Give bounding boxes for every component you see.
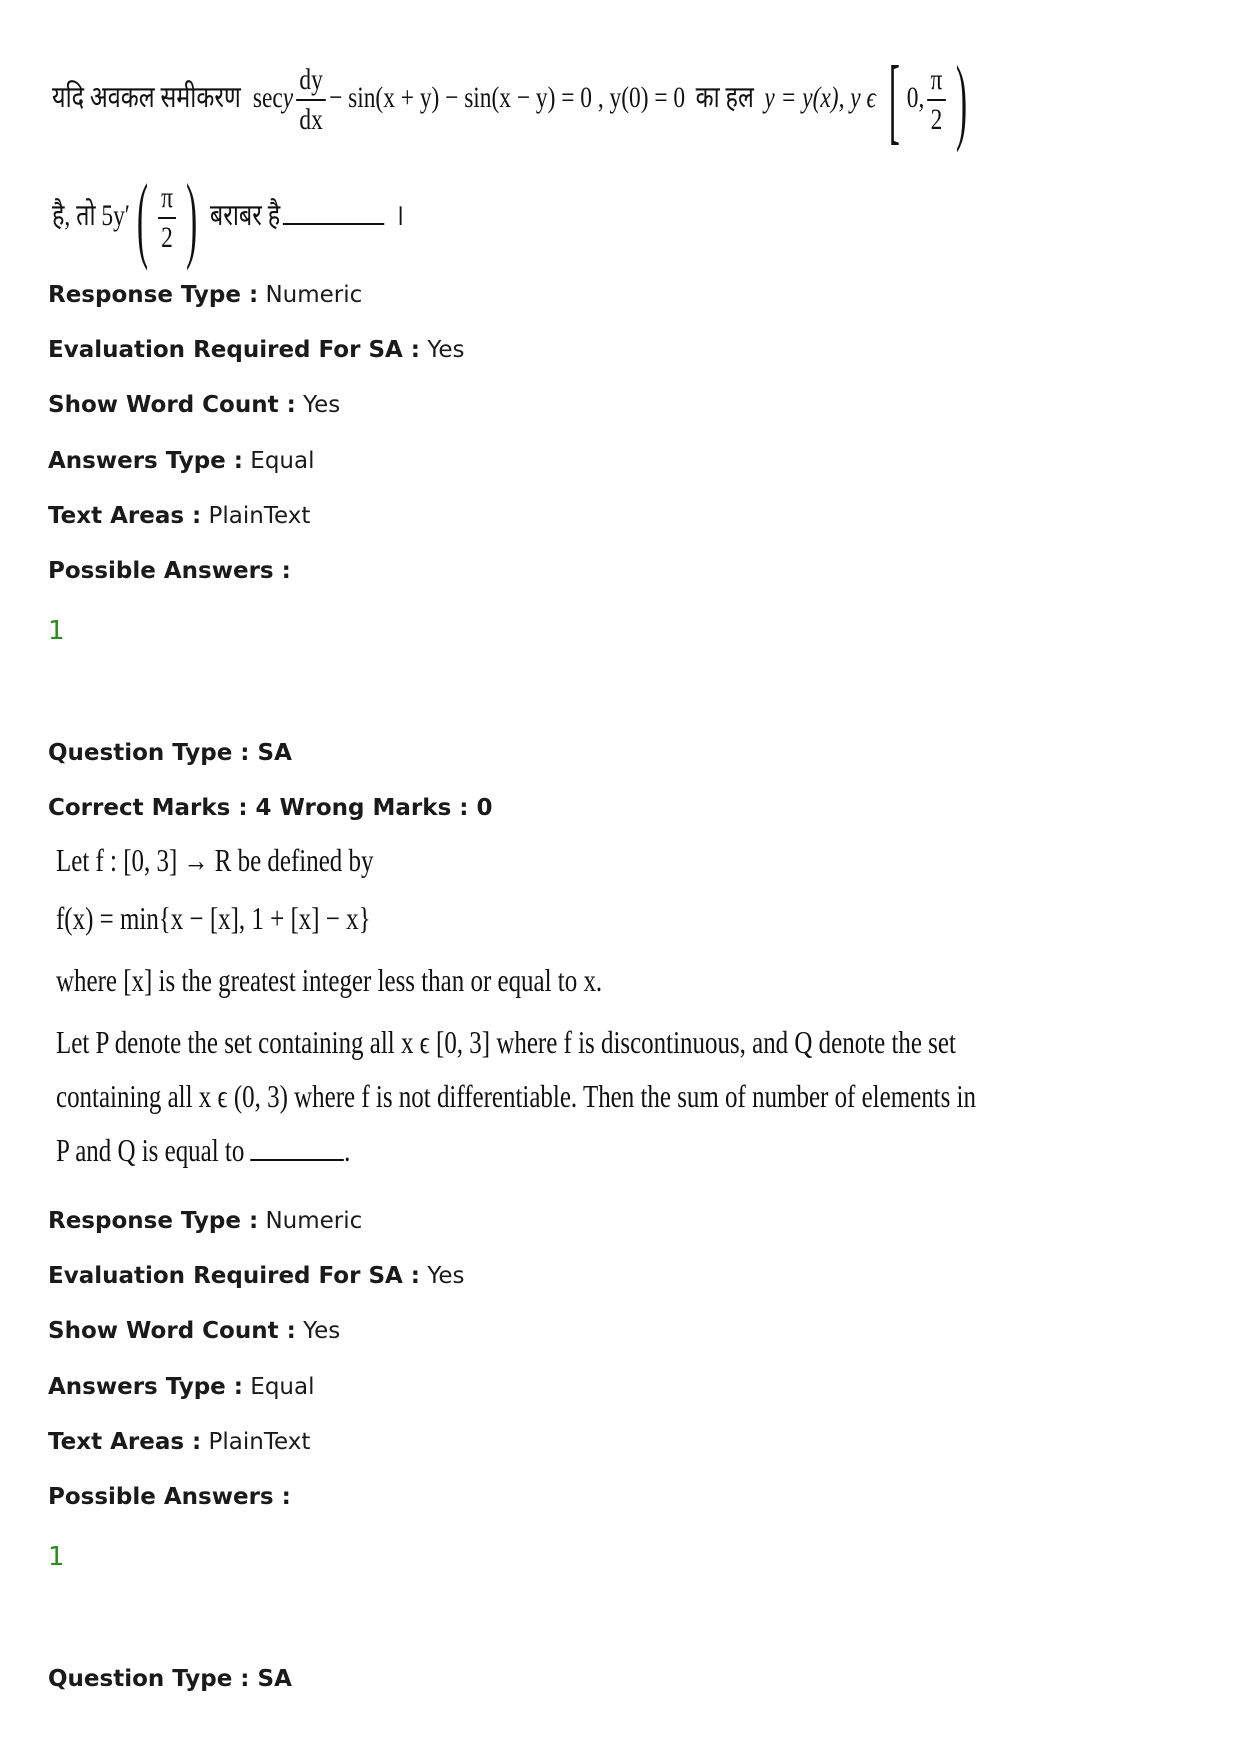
q1-possible-answer: 1 [48,616,65,646]
q1-pi-over-2-fraction-2 [158,183,176,253]
q2-line-1: Let f : [0, 3] → R be defined by [56,842,374,878]
q2-line-6-period: . [344,1132,351,1168]
q2-response-type: Response Type : Numeric [48,1208,363,1234]
q1-sec: sec [252,81,283,114]
q1-ka-hal: का हल [695,81,754,114]
q1-line2-prefix: है, तो 5y′ [52,199,130,232]
q2-line-6-text: P and Q is equal to [56,1132,245,1168]
q1-two-2: 2 [158,217,176,253]
q1-response-type: Response Type : Numeric [48,282,363,308]
q2-evaluation-required: Evaluation Required For SA : Yes [48,1263,465,1289]
q1-text-areas: Text Areas : PlainText [48,503,311,529]
q2-possible-answer: 1 [48,1542,65,1572]
q1-answers-type: Answers Type : Equal [48,448,315,474]
q1-interval-start: 0, [906,81,925,114]
q1-pi-over-2-fraction [927,65,945,135]
q1-left-bracket: [ [888,46,900,154]
q1-solution: y = y(x), y ϵ [764,81,876,114]
q1-line2-suffix: बराबर है [209,199,281,232]
q2-answer-blank [251,1159,345,1161]
q1-answer-blank [283,223,384,225]
question-1-text [52,46,967,272]
q1-paren-close: ) [185,164,198,272]
question-1-line-1 [52,46,974,154]
q3-question-type: Question Type : SA [48,1666,292,1692]
q2-answers-type: Answers Type : Equal [48,1374,315,1400]
q1-right-paren: ) [955,46,967,154]
question-1-line-2 [52,164,405,272]
q1-danda: । [395,199,405,232]
question-2-text [56,842,976,1192]
q1-evaluation-required: Evaluation Required For SA : Yes [48,337,465,363]
q1-dy: dy [299,63,323,97]
q1-possible-answers-label: Possible Answers : [48,558,291,584]
q2-text-areas: Text Areas : PlainText [48,1429,311,1455]
q1-equation: − sin(x + y) − sin(x − y) = 0 , y(0) = 0 [329,81,686,114]
q2-question-type: Question Type : SA [48,740,292,766]
q1-pi: π [930,63,943,97]
q1-dx: dx [296,99,326,135]
q1-dy-dx-fraction [296,65,326,135]
q1-paren-open: ( [136,164,148,272]
q2-line-3: where [x] is the greatest integer less than or equal to x. [56,962,603,998]
q2-possible-answers-label: Possible Answers : [48,1484,291,1510]
q2-line-5: containing all x ϵ (0, 3) where f is not differentiable. Then the sum of number of elements in [56,1078,976,1114]
q2-marks: Correct Marks : 4 Wrong Marks : 0 [48,795,493,821]
q2-line-2: f(x) = min{x − [x], 1 + [x] − x} [56,900,371,936]
q1-show-word-count: Show Word Count : Yes [48,392,341,418]
q2-line-6 [56,1132,350,1169]
q1-pi-2: π [161,181,173,215]
q1-y: y [282,81,294,114]
q1-prefix: यदि अवकल समीकरण [52,81,241,114]
q1-two: 2 [927,99,945,135]
q2-show-word-count: Show Word Count : Yes [48,1318,341,1344]
q2-line-4: Let P denote the set containing all x ϵ [0, 3] where f is discontinuous, and Q denote the set [56,1024,956,1060]
